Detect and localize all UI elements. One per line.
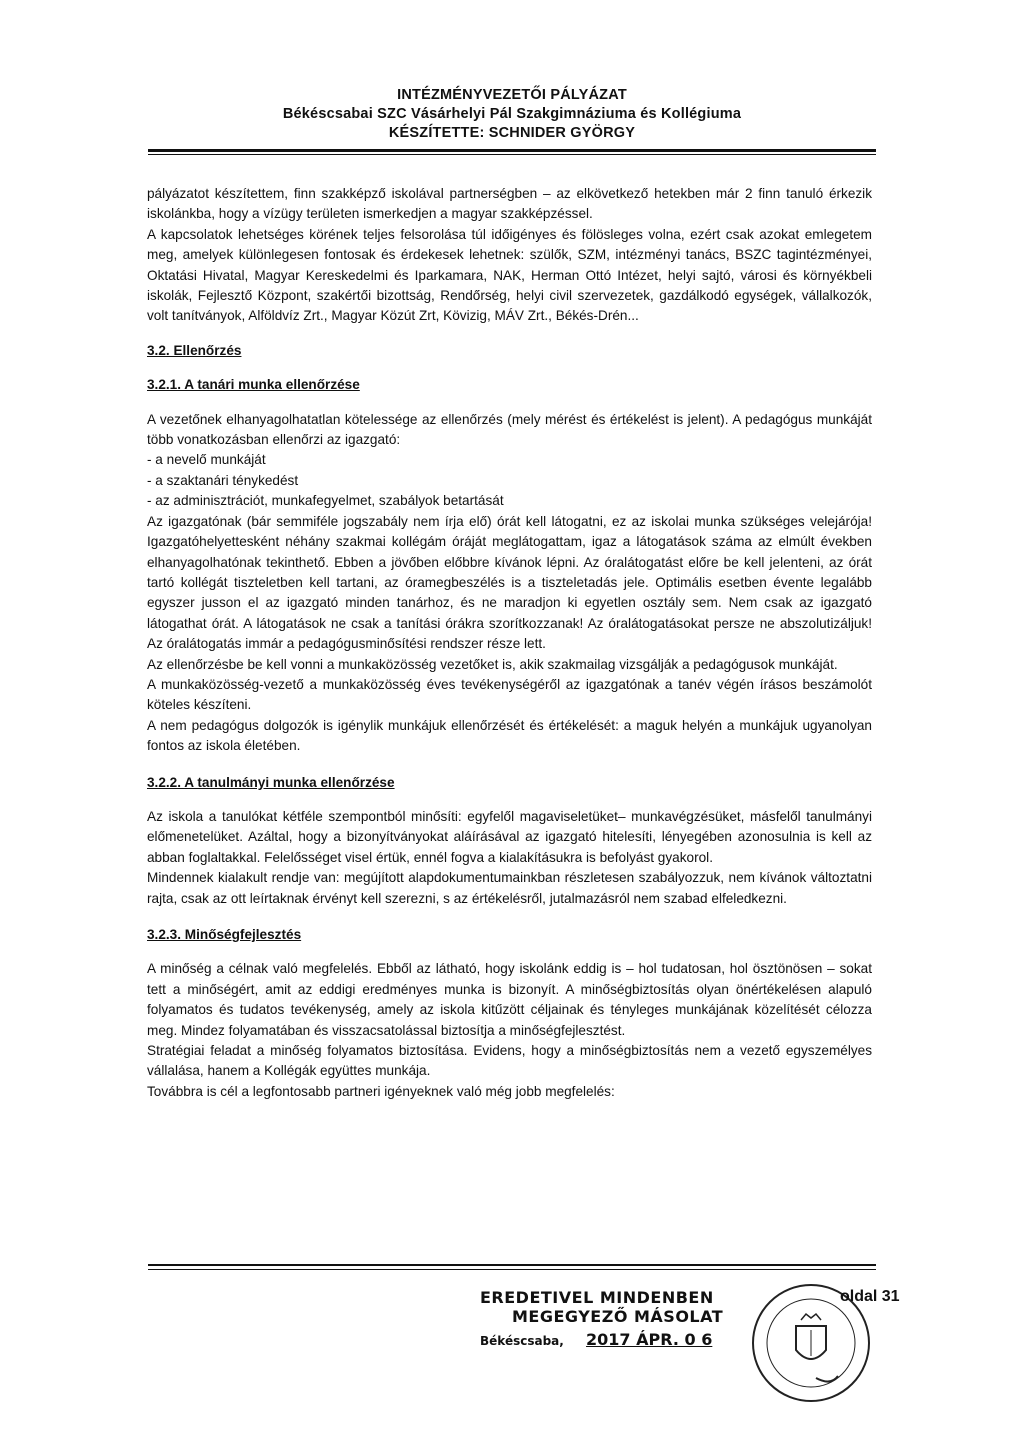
list-item: - a nevelő munkáját (147, 452, 266, 468)
stamp-line2: MEGEGYEZŐ MÁSOLAT (512, 1307, 724, 1326)
footer-rule-thin (148, 1269, 876, 1270)
stamp-place: Békéscsaba, (480, 1334, 564, 1348)
paragraph: Mindennek kialakult rendje van: megújított alapdokumentumainkban részletesen szabályozzuk, nem kívánok változtatni rajta, csak az ott leírtaknak érvényt kell szerezni, s az értékelésről, jutalmazásról nem szabad elfeledkezni. (147, 870, 872, 906)
paragraph: Az ellenőrzésbe be kell vonni a munkaközösség vezetőket is, akik szakmailag vizsgálják a pedagógusok munkáját. (147, 656, 838, 672)
author-line: KÉSZÍTETTE: SCHNIDER GYÖRGY (388, 125, 636, 141)
page-header (0, 86, 1024, 143)
paragraph: Továbbra is cél a legfontosabb partneri igényeknek való még jobb megfelelés: (147, 1083, 615, 1099)
list-item: - a szaktanári ténykedést (147, 472, 299, 488)
subsection-heading: 3.2.1. A tanári munka ellenőrzése (147, 377, 360, 393)
document-body (147, 184, 872, 1102)
paragraph: Az iskola a tanulókat kétféle szempontból minősíti: egyfelől magaviseletüket– munkavégzésüket, másfelől tanulmányi előmenetelüket. Azáltal, hogy a bizonyítványokat aláírásával az igazgató hitelesíti, lényegében azonosulnia is kell az abban foglaltakkal. Felelősséget visel értük, ennél fogva a kialakításukra is befolyást gyakorol. (147, 808, 872, 865)
paragraph: A vezetőnek elhanyagolhatatlan kötelessége az ellenőrzés (mely mérést és értékelést is jelent). A pedagógus munkáját több vonatkozásban ellenőrzi az igazgató: (147, 411, 872, 448)
stamp-date: 2017 ÁPR. 0 6 (586, 1330, 713, 1349)
subsection-heading: 3.2.2. A tanulmányi munka ellenőrzése (147, 774, 395, 790)
page-number: oldal 31 (840, 1288, 900, 1305)
paragraph: A munkaközösség-vezető a munkaközösség éves tevékenységéről az igazgatónak a tanév végén írásos beszámolót köteles készíteni. (147, 676, 872, 713)
subsection-heading: 3.2.3. Minőségfejlesztés (147, 927, 302, 942)
footer-rule (148, 1264, 876, 1266)
document-title: INTÉZMÉNYVEZETŐI PÁLYÁZAT (397, 87, 627, 103)
paragraph: Stratégiai feladat a minőség folyamatos biztosítása. Evidens, hogy a minőségbiztosítás nem a vezető egyszemélyes vállalása, hanem a Kollégák együttes munkája. (147, 1043, 872, 1079)
header-rule-thin (148, 154, 876, 155)
paragraph: Az igazgatónak (bár semmiféle jogszabály nem írja elő) órát kell látogatni, ez az iskolai munka szükséges velejárója! Igazgatóhelyettesként néhány szakmai kollégám óráját meglátogattam, igaz a látogatások száma az elmúlt években elhanyagolhatónak tekinthető. Ebben a jövőben előbbre kívánok lépni. Az óralátogatást előre be kell jelenteni, az órát tartó kollégát tiszteletben kell tartani, az óramegbeszélés is a tiszteletadás jele. Optimális esetben évente legalább egyszer jusson el az igazgató minden tanárhoz, és ne maradjon ki egyetlen osztály sem. Nem csak az igazgató látogathat órát. A látogatások ne csak a tanítási órákra szorítkozzanak! Az óralátogatásokat persze ne abszolutizáljuk! Az óralátogatás immár a pedagógusminősítési rendszer része lett. (147, 513, 872, 652)
header-rule (148, 149, 876, 152)
list-item: - az adminisztrációt, munkafegyelmet, szabályok betartását (147, 493, 504, 509)
stamp-line1: EREDETIVEL MINDENBEN (480, 1288, 714, 1307)
certification-stamp (480, 1288, 760, 1349)
school-name: Békéscsabai SZC Vásárhelyi Pál Szakgimnáziuma és Kollégiuma (282, 106, 742, 122)
paragraph: A minőség a célnak való megfelelés. Ebből az látható, hogy iskolánk eddig is – hol tudatosan, hol ösztönösen – sokat tett a minőségért, amit az eddigi eredményes munka is bizonyít. A minőségbiztosítás olyan önértékelésen alapuló folyamatos és tudatos tevékenység, amely az iskola kitűzött céljainak és tényleges munkájának közelítését célozza meg. Mindez folyamatában és visszacsatolással biztosítja a minőségfejlesztést. (147, 961, 872, 1038)
paragraph: pályázatot készítettem, finn szakképző iskolával partnerségben – az elkövetkező hetekben már 2 finn tanuló érkezik iskolánkba, hogy a vízügy területen ismerkedjen a magyar szakképzéssel. (147, 186, 872, 222)
section-heading: 3.2. Ellenőrzés (147, 342, 242, 358)
paragraph: A kapcsolatok lehetséges körének teljes felsorolása túl időigényes és fölösleges volna, ezért csak azokat emlegetem meg, amelyek különlegesen fontosak és érdekesek lehetnek: szülők, SZM, intézményi tanács, BSZC tagintézményei, Oktatási Hivatal, Magyar Kereskedelmi és Iparkamara, NAK, Herman Ottó Intézet, helyi sajtó, városi és környékbeli iskolák, Fejlesztő Központ, szakértői bizottság, Rendőrség, helyi civil szervezetek, gazdálkodó egységek, vállalkozók, volt tanítványok, Alföldvíz Zrt., Magyar Közút Zrt, Kövizig, MÁV Zrt., Békés-Drén... (147, 226, 872, 324)
stamp-place-date (480, 1330, 760, 1349)
paragraph: A nem pedagógus dolgozók is igénylik munkájuk ellenőrzését és értékelését: a maguk helyén a munkájuk ugyanolyan fontos az iskola életében. (147, 717, 872, 754)
